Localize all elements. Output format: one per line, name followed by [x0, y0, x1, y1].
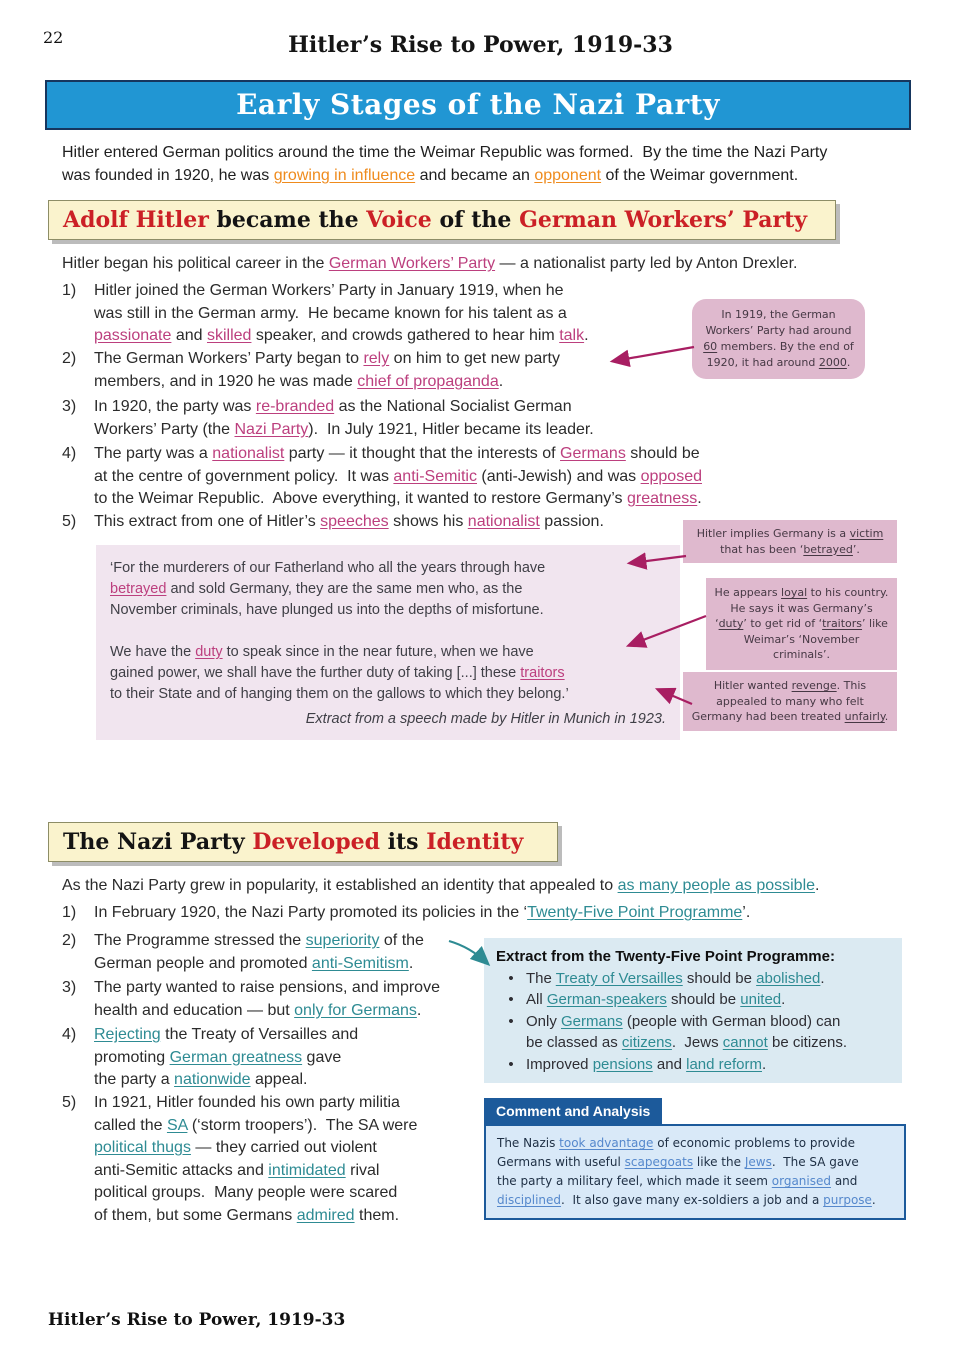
list-item-text: In 1921, Hitler founded his own party militia called the SA (‘storm troopers’). The SA were political thugs — they carried out violent anti-Semitic attacks and intimidated rival political groups. Many people were scared of them, but some Germans admired them. [94, 1094, 418, 1224]
list-item-number: 1) [62, 282, 77, 299]
list-item [62, 348, 560, 393]
extract-box [484, 938, 902, 1083]
list-item-text: Hitler joined the German Workers’ Party in January 1919, when he was still in the German army. He became known for his talent as a passionate and skilled speaker, and crowds gathered to hear him talk. [94, 282, 589, 344]
quote-paragraph: ‘For the murderers of our Fatherland who all the years through have betrayed and sold Germany, they are the same men who, as the November criminals, have plunged us into the depths of misfortune. [110, 560, 546, 618]
extract-title: Extract from the Twenty-Five Point Programme: [496, 948, 835, 965]
extract-bullet [496, 1054, 890, 1076]
quote-caption: Extract from a speech made by Hitler in Munich in 1923. [305, 711, 666, 727]
list-item-number: 3) [62, 398, 77, 415]
list-item-text: The party was a nationalist party — it thought that the interests of Germans should be at the centre of government policy. It was anti-Semitic (anti-Jewish) and was opposed to the Weimar Republic. Above everything, it wanted to restore Germany’s greatness. [94, 445, 702, 507]
list-item [62, 511, 604, 534]
analysis-note: Hitler wanted revenge. This appealed to many who felt Germany had been treated unfairly. [683, 672, 897, 731]
list-item-number: 2) [62, 350, 77, 367]
extract-bullet-text: Improved pensions and land reform. [526, 1055, 767, 1073]
page-footer-title: Hitler’s Rise to Power, 1919-33 [48, 1310, 346, 1330]
list-item-text: The party wanted to raise pensions, and improve health and education — but only for Germans. [94, 979, 440, 1019]
list-item [62, 902, 750, 925]
extract-bullet-text: Only Germans (people with German blood) can be classed as citizens. Jews cannot be citizens. [526, 1012, 848, 1051]
list-item [62, 396, 594, 441]
bullet-icon: • [508, 991, 514, 1008]
list-item [62, 443, 702, 511]
comment-analysis-body: The Nazis took advantage of economic problems to provide Germans with useful scapegoats like the Jews. The SA gave the party a military feel, which made it seem organised and disciplined. It also gave many ex-soldiers a job and a purpose. [484, 1124, 906, 1220]
list-item-text: The Programme stressed the superiority of the German people and promoted anti-Semitism. [94, 932, 424, 972]
bullet-icon: • [508, 969, 514, 987]
page-header-title: Hitler’s Rise to Power, 1919-33 [288, 32, 673, 58]
extract-bullet [496, 968, 890, 990]
extract-bullet-text: All German-speakers should be united. [526, 991, 786, 1008]
list-item-text: In February 1920, the Nazi Party promoted its policies in the ‘Twenty-Five Point Programme’. [94, 904, 751, 921]
comment-analysis-tab: Comment and Analysis [484, 1098, 662, 1124]
list-item [62, 1092, 417, 1227]
section1-lead: Hitler began his political career in the German Workers’ Party — a nationalist party led by Anton Drexler. [62, 255, 798, 272]
list-item-text: This extract from one of Hitler’s speeches shows his nationalist passion. [94, 513, 604, 530]
extract-bullet [496, 1011, 890, 1054]
title-banner: Early Stages of the Nazi Party [45, 80, 911, 130]
analysis-note: He appears loyal to his country. He says it was Germany’s ‘duty’ to get rid of ‘traitors’ like Weimar’s ‘November criminals’. [706, 578, 897, 670]
list-item-number: 2) [62, 932, 77, 949]
list-item-number: 1) [62, 904, 77, 921]
list-item-number: 5) [62, 1094, 77, 1111]
list-item [62, 280, 589, 348]
extract-bullet [496, 989, 890, 1011]
analysis-note: Hitler implies Germany is a victim that has been ‘betrayed’. [683, 520, 897, 563]
section2-lead: As the Nazi Party grew in popularity, it established an identity that appealed to as many people as possible. [62, 877, 820, 894]
bullet-icon: • [508, 1012, 514, 1030]
membership-note: In 1919, the German Workers’ Party had around 60 members. By the end of 1920, it had around 2000. [692, 299, 865, 379]
speech-quote-box [96, 545, 680, 740]
list-item [62, 1024, 358, 1092]
membership-note-arrow-icon [614, 347, 694, 361]
list-item [62, 977, 440, 1022]
extract-bullet-text: The Treaty of Versailles should be abolished. [526, 969, 825, 987]
quote-paragraph: We have the duty to speak since in the near future, when we have gained power, we shall have the further duty of taking [...] these traitors to their State and of hanging them on the gallows to which they belong.’ [110, 644, 569, 702]
extract-arrow-icon [449, 941, 487, 963]
list-item-number: 5) [62, 513, 77, 530]
list-item-number: 3) [62, 979, 77, 996]
bullet-icon: • [508, 1055, 514, 1073]
list-item-text: In 1920, the party was re-branded as the National Socialist German Workers’ Party (the Nazi Party). In July 1921, Hitler became its leader. [94, 398, 594, 438]
section2-heading: The Nazi Party Developed its Identity [48, 822, 558, 862]
list-item-number: 4) [62, 445, 77, 462]
section1-heading: Adolf Hitler became the Voice of the German Workers’ Party [48, 200, 836, 240]
list-item-text: Rejecting the Treaty of Versailles and promoting German greatness gave the party a nationwide appeal. [94, 1026, 359, 1088]
list-item-text: The German Workers’ Party began to rely on him to get new party members, and in 1920 he was made chief of propaganda. [94, 350, 560, 390]
list-item-number: 4) [62, 1026, 77, 1043]
intro-paragraph: Hitler entered German politics around the time the Weimar Republic was formed. By the time the Nazi Party was founded in 1920, he was growing in influence and became an opponent of the Weimar government. [62, 144, 828, 184]
page-number: 22 [43, 28, 64, 47]
list-item [62, 930, 424, 975]
